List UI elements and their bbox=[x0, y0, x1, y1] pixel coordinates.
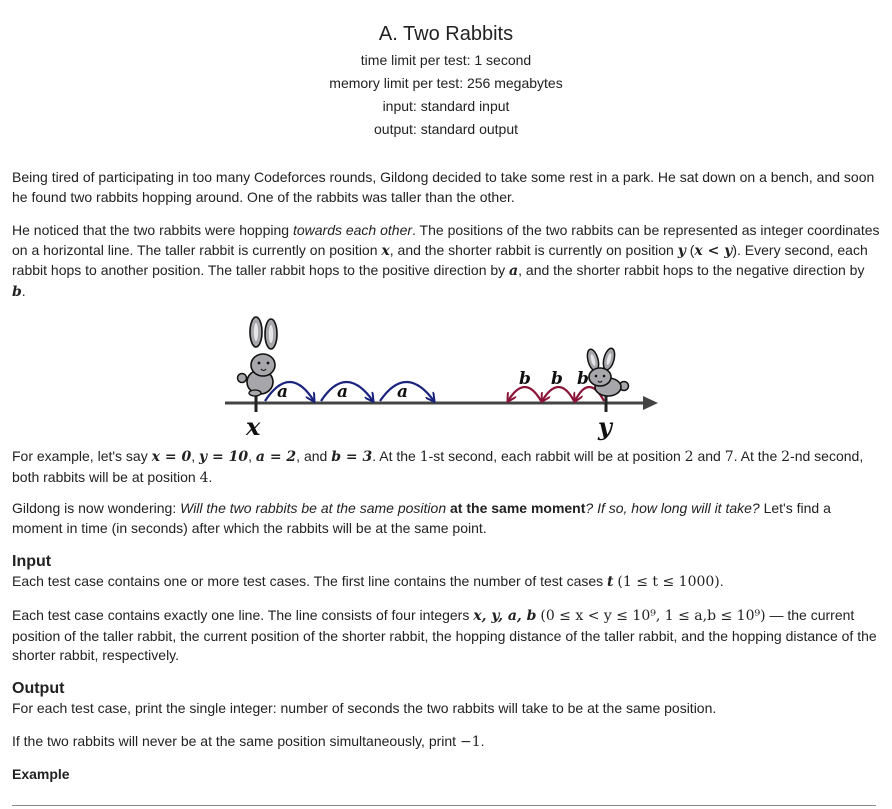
example-title: Example bbox=[12, 766, 70, 782]
output-spec: output: standard output bbox=[374, 121, 518, 137]
hop-b-label-2: b bbox=[551, 369, 563, 389]
example-divider bbox=[12, 805, 876, 806]
statement-p3: For example, let's say x = 0, y = 10, a = 2, and b = 3. At the 1-st second, each rabbit will be at position 2 and 7. At the 2-nd second, both rabbits will be at position 4. bbox=[12, 448, 864, 486]
statement-p2: He noticed that the two rabbits were hopping towards each other. The positions of the two rabbits can be represented as integer coordinates on a horizontal line. The taller rabbit is currently on position x, and the shorter rabbit is currently on position y (x < y). Every second, each rabbit hops to another position. The taller rabbit hops to the positive direction by a, and the shorter rabbit hops to the negative direction by b. bbox=[12, 222, 880, 300]
statement-p4: Gildong is now wondering: Will the two rabbits be at the same position at the same moment? If so, how long will it take? Let's find a moment in time (in seconds) after which the rabbits will be at the same point. bbox=[12, 500, 831, 536]
hop-b-2 bbox=[542, 387, 574, 401]
input-section-title: Input bbox=[12, 553, 52, 570]
memory-limit: memory limit per test: 256 megabytes bbox=[329, 75, 563, 91]
hop-a-label-2: a bbox=[337, 382, 349, 402]
short-rabbit-icon bbox=[585, 347, 628, 396]
hop-b-label-3: b bbox=[577, 369, 589, 389]
input-p2: Each test case contains exactly one line. The line consists of four integers x, y, a, b (0 ≤ x < y ≤ 10⁹, 1 ≤ a,b ≤ 10⁹) — the current position of the taller rabbit, the current position of the shorter rabbit, the hopping distance of the taller rabbit, and the hopping distance of the shorter rabbit, respectively. bbox=[12, 607, 877, 663]
hop-a-label-3: a bbox=[397, 382, 409, 402]
problem-title: A. Two Rabbits bbox=[378, 23, 514, 45]
input-p1: Each test case contains one or more test cases. The first line contains the number of test cases t (1 ≤ t ≤ 1000). bbox=[12, 573, 724, 590]
number-line-arrowhead bbox=[643, 396, 658, 410]
example-section bbox=[12, 766, 880, 782]
hop-b-label-1: b bbox=[519, 369, 531, 389]
output-section-title: Output bbox=[12, 680, 65, 697]
input-spec: input: standard input bbox=[382, 98, 510, 114]
tall-rabbit-icon bbox=[238, 317, 278, 396]
hop-a-label-1: a bbox=[277, 382, 289, 402]
output-p2: If the two rabbits will never be at the same position simultaneously, print −1. bbox=[12, 733, 485, 750]
x-axis-label: x bbox=[246, 412, 261, 441]
y-axis-label: y bbox=[598, 412, 612, 441]
statement-p1: Being tired of participating in too many Codeforces rounds, Gildong decided to take some rest in a park. He sat down on a bench, and soon he found two rabbits hopping around. One of the rabbits was taller than the other. bbox=[12, 169, 875, 205]
output-section bbox=[12, 679, 880, 719]
output-p1: For each test case, print the single integer: number of seconds the two rabbits will take to be at the same position. bbox=[12, 700, 717, 716]
time-limit: time limit per test: 1 second bbox=[360, 52, 532, 68]
hop-b-3 bbox=[508, 387, 541, 401]
input-section bbox=[12, 552, 880, 593]
